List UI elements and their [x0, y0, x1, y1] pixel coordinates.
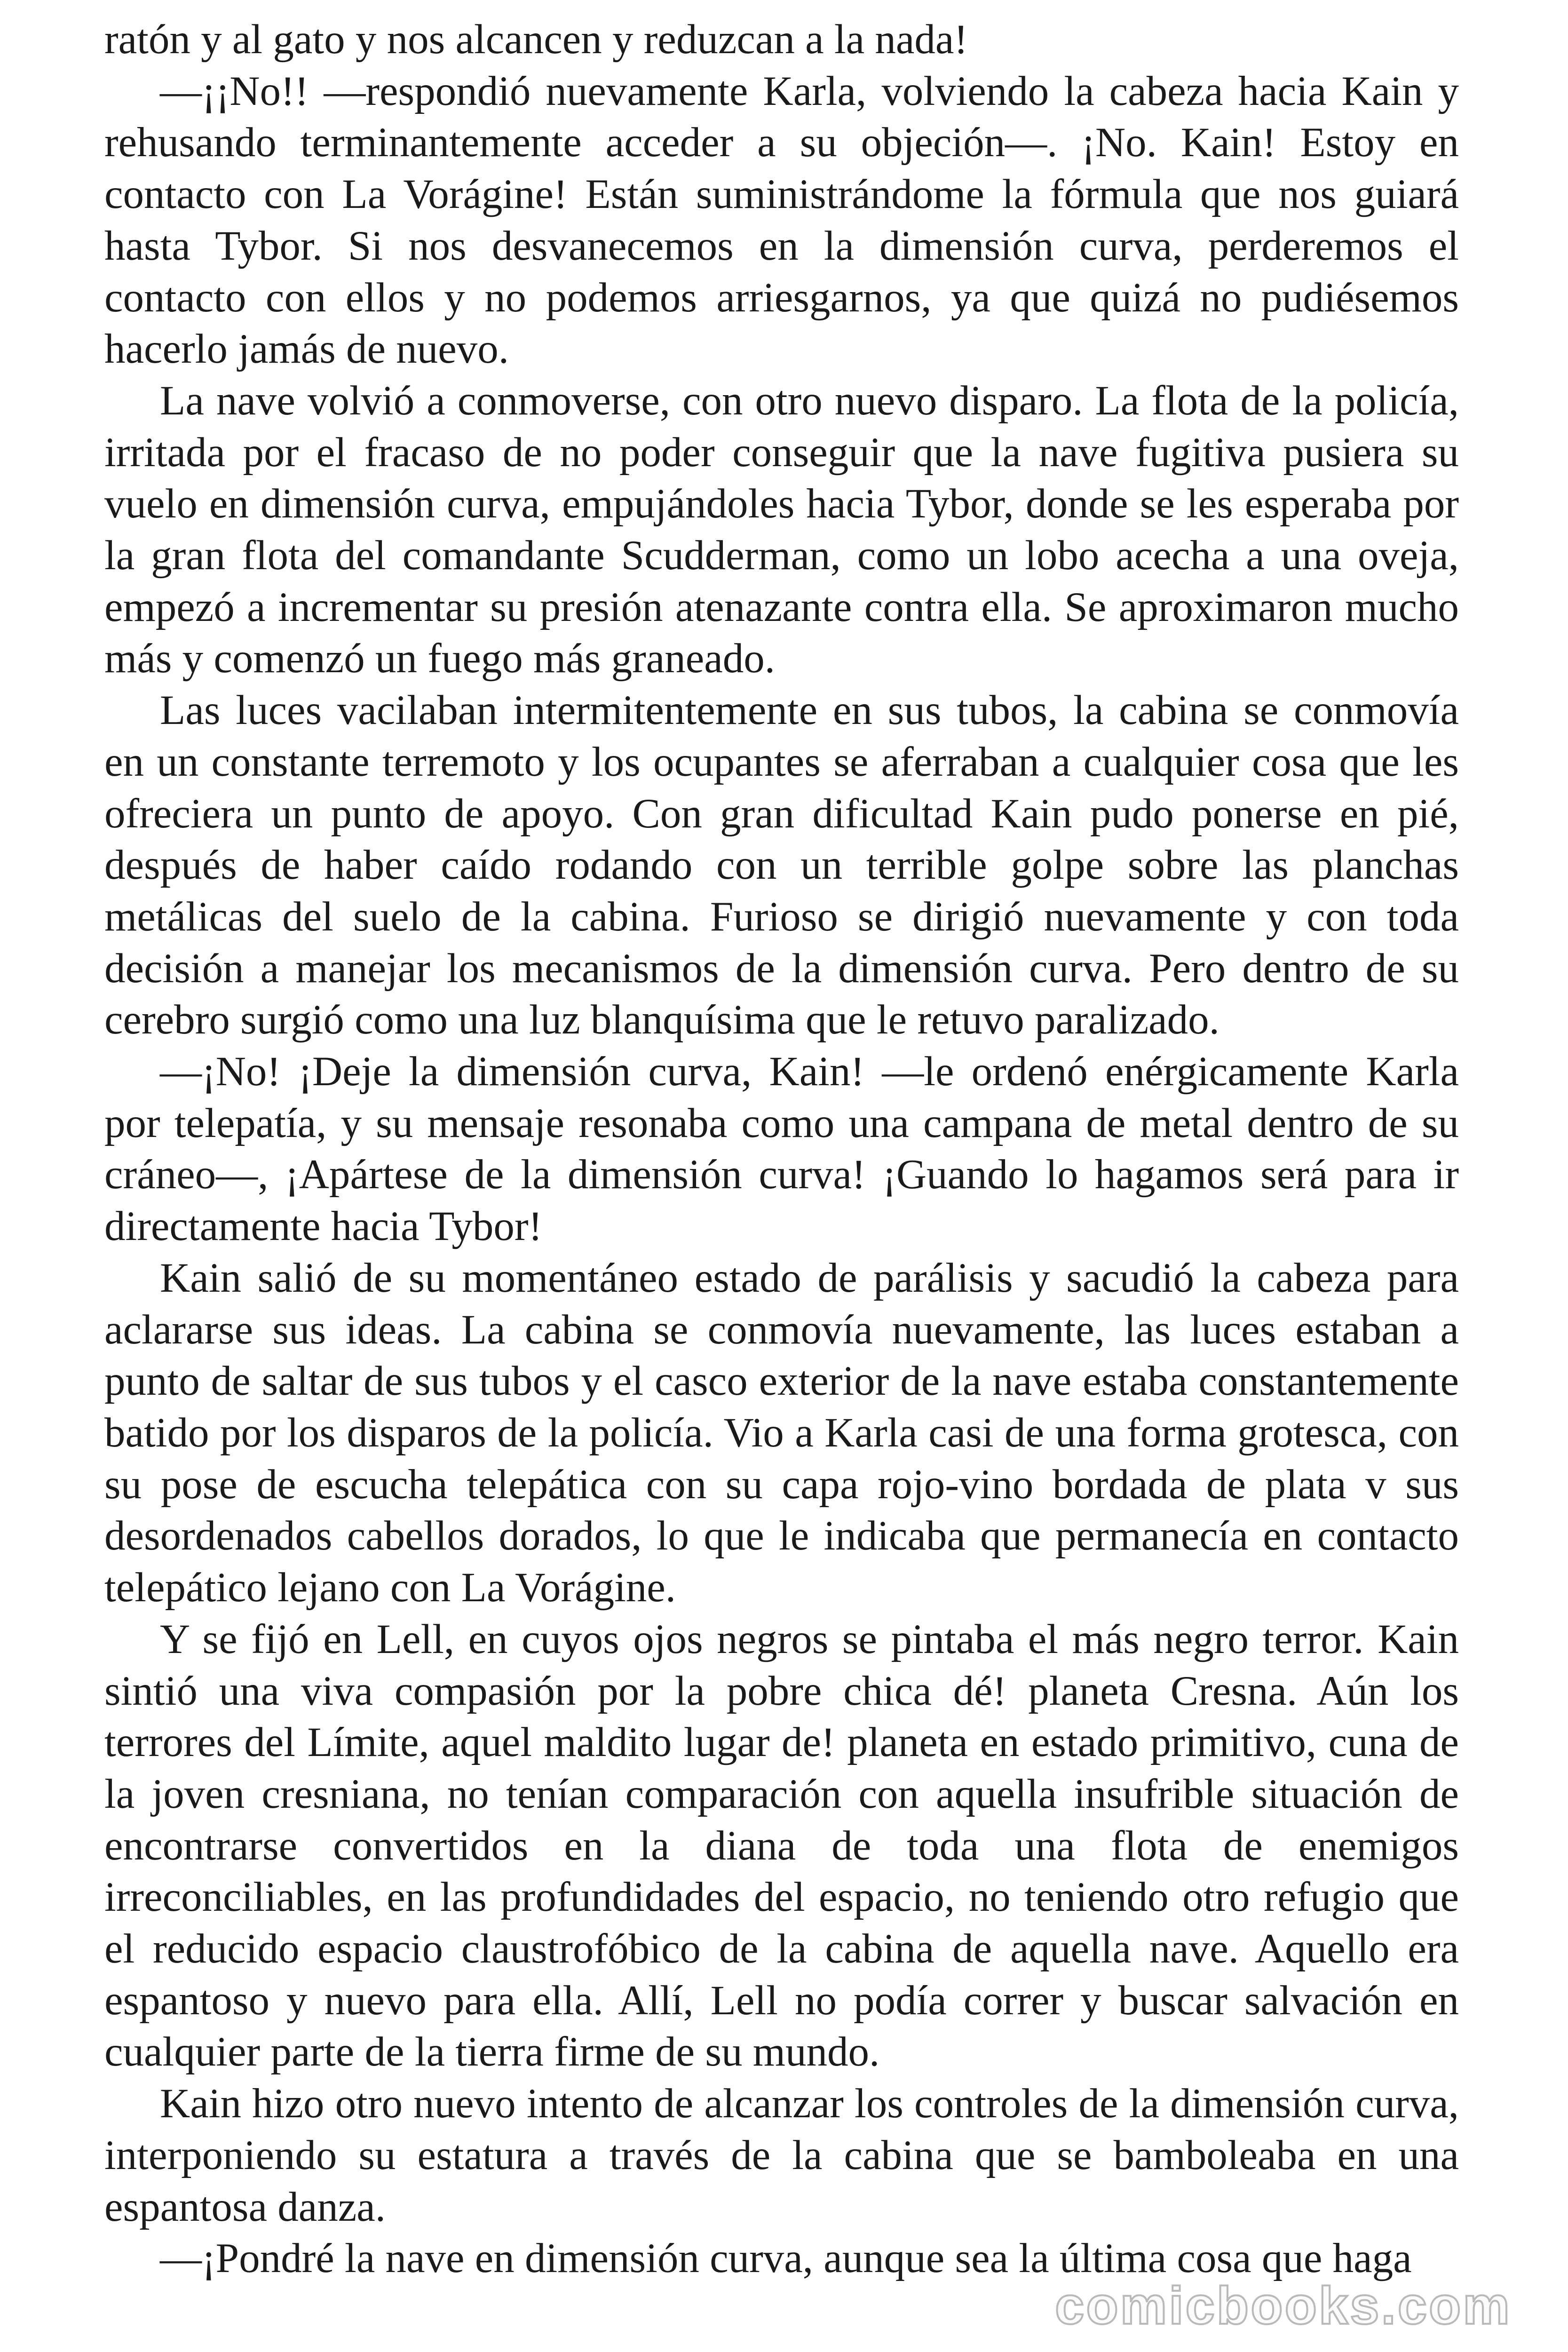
paragraph-2: —¡¡No!! —respondió nuevamente Karla, volviendo la cabeza hacia Kain y rehusando terminantemente acceder a su objeción—. ¡No. Kain! Estoy en contacto con La Vorágine! Están suministrándome la fórmula que nos guiará hasta Tybor. Si nos desvanecemos en la dimensión curva, perderemos el contacto con ellos y no podemos arriesgarnos, ya que quizá no pudiésemos hacerlo jamás de nuevo.: [104, 68, 1459, 373]
watermark: comicbooks.com: [1055, 2276, 1512, 2335]
paragraph-3: La nave volvió a conmoverse, con otro nuevo disparo. La flota de la policía, irritada por el fracaso de no poder conseguir que la nave fugitiva pusiera su vuelo en dimensión curva, empujándoles hacia Tybor, donde se les esperaba por la gran flota del comandante Scudderman, como un lobo acecha a una oveja, empezó a incrementar su presión atenazante contra ella. Se aproximaron mucho más y comenzó un fuego más graneado.: [104, 377, 1459, 682]
paragraph-5: —¡No! ¡Deje la dimensión curva, Kain! —le ordenó enérgicamente Karla por telepatía, y su mensaje resonaba como una campana de metal dentro de su cráneo—, ¡Apártese de la dimensión curva! ¡Guando lo hagamos será para ir directamente hacia Tybor!: [104, 1049, 1459, 1250]
paragraph-4: Las luces vacilaban intermitentemente en sus tubos, la cabina se conmovía en un constante terremoto y los ocupantes se aferraban a cualquier cosa que les ofreciera un punto de apoyo. Con gran dificultad Kain pudo ponerse en pié, después de haber caído rodando con un terrible golpe sobre las planchas metálicas del suelo de la cabina. Furioso se dirigió nuevamente y con toda decisión a manejar los mecanismos de la dimensión curva. Pero dentro de su cerebro surgió como una luz blanquísima que le retuvo paralizado.: [104, 687, 1459, 1043]
paragraph-6: Kain salió de su momentáneo estado de parálisis y sacudió la cabeza para aclararse sus ideas. La cabina se conmovía nuevamente, las luces estaban a punto de saltar de sus tubos y el casco exterior de la nave estaba constantemente batido por los disparos de la policía. Vio a Karla casi de una forma grotesca, con su pose de escucha telepática con su capa rojo-vino bordada de plata v sus desordenados cabellos dorados, lo que le indicaba que permanecía en contacto telepático lejano con La Vorágine.: [104, 1255, 1459, 1611]
paragraph-1: ratón y al gato y nos alcancen y reduzcan a la nada!: [104, 16, 968, 63]
paragraph-9: —¡Pondré la nave en dimensión curva, aunque sea la última cosa que haga: [160, 2235, 1412, 2282]
paragraph-7: Y se fijó en Lell, en cuyos ojos negros se pintaba el más negro terror. Kain sintió una viva compasión por la pobre chica dé! planeta Cresna. Aún los terrores del Límite, aquel maldito lugar de! planeta en estado primitivo, cuna de la joven cresniana, no tenían comparación con aquella insufrible situación de encontrarse convertidos en la diana de toda una flota de enemigos irreconciliables, en las profundidades del espacio, no teniendo otro refugio que el reducido espacio claustrofóbico de la cabina de aquella nave. Aquello era espantoso y nuevo para ella. Allí, Lell no podía correr y buscar salvación en cualquier parte de la tierra firme de su mundo.: [104, 1616, 1459, 2075]
book-page: [104, 14, 1459, 2338]
paragraph-8: Kain hizo otro nuevo intento de alcanzar los controles de la dimensión curva, interponiendo su estatura a través de la cabina que se bamboleaba en una espantosa danza.: [104, 2081, 1459, 2230]
